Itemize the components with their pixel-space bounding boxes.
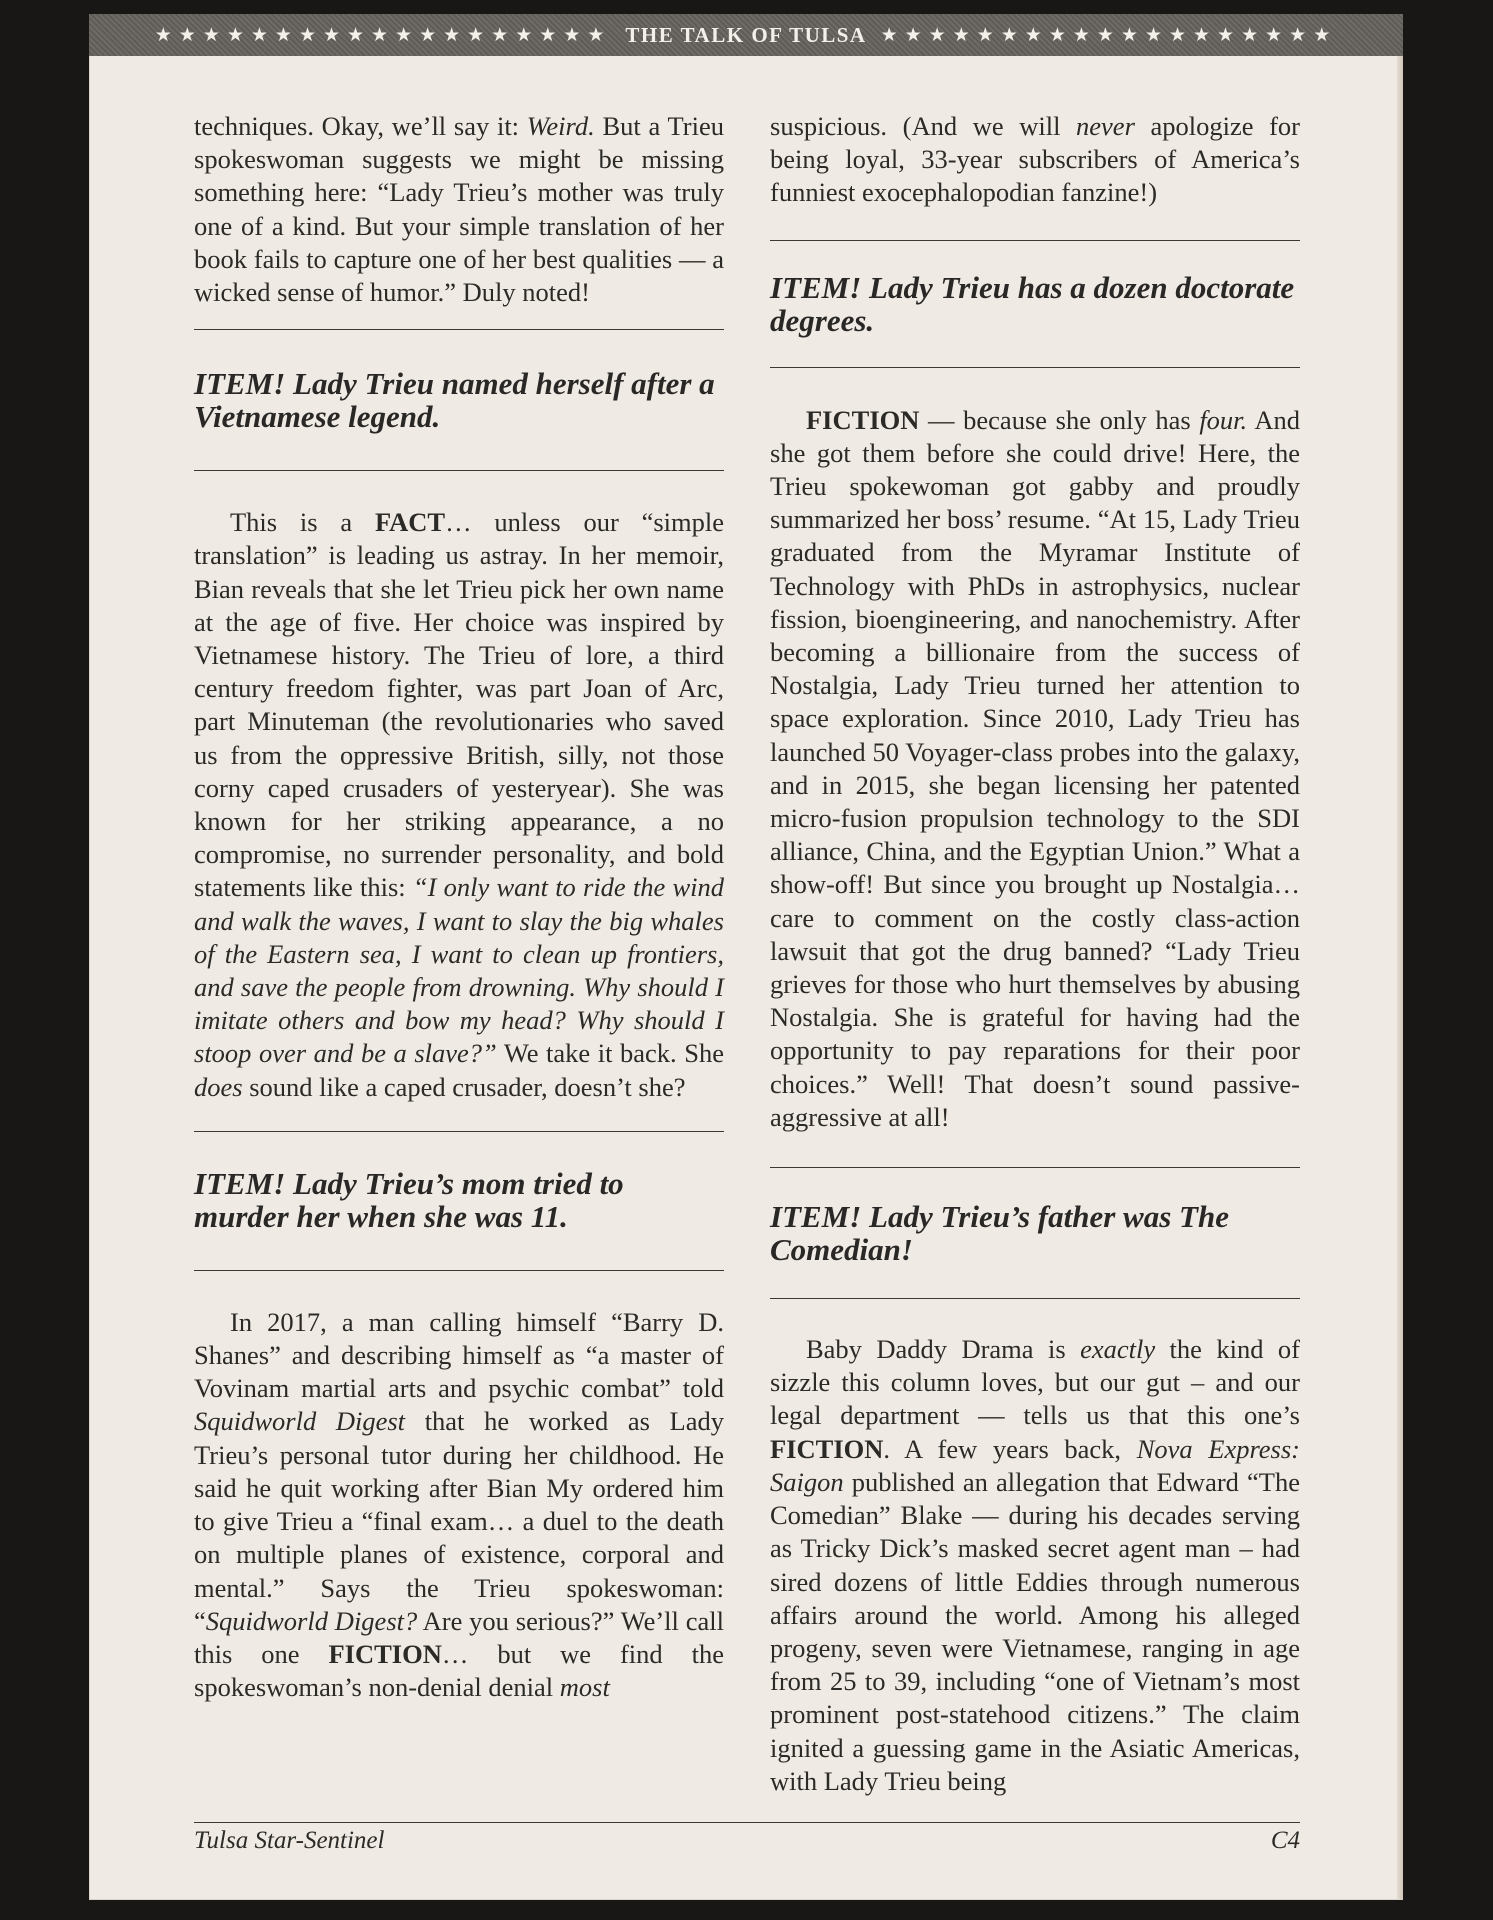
divider [770, 1298, 1300, 1299]
left-column [194, 110, 724, 1704]
masthead-stars-left: ★★★★★★★★★★★★★★★★★★★ [154, 24, 612, 46]
right-paragraph-3: Baby Daddy Drama is exactly the kind of sizzle this column loves, but our gut – and our legal department — tells us that this one’s FICTION. A few years back, Nova Express: Saigon published an allegation that Edward “The Comedian” Blake — during his decades serving as Tricky Dick’s masked secret agent man – had sired dozens of little Eddies through numerous affairs around the world. Among his alleged progeny, seven were Vietnamese, ranging in age from 25 to 39, including “one of Vietnam’s most prominent post-statehood citizens.” The claim ignited a guessing game in the Asiatic Americas, with Lady Trieu being [770, 1334, 1300, 1796]
masthead-stars-right: ★★★★★★★★★★★★★★★★★★★ [880, 24, 1338, 46]
page-number: C4 [1270, 1827, 1300, 1854]
divider [770, 367, 1300, 368]
right-column [770, 110, 1300, 1798]
masthead-title: THE TALK OF TULSA [625, 22, 867, 47]
publication-name: Tulsa Star-Sentinel [194, 1827, 385, 1854]
masthead [89, 14, 1403, 56]
right-paragraph-1: suspicious. (And we will never apologize for being loyal, 33-year subscribers of America’s funniest exocephalopodian fanzine!) [770, 111, 1300, 208]
divider [194, 470, 724, 471]
right-paragraph-2: FICTION — because she only has four. And she got them before she could drive! Here, the Trieu spokewoman got gabby and proudly summarized her boss’ resume. “At 15, Lady Trieu graduated from the Myramar Institute of Technology with PhDs in astrophysics, nuclear fission, bioengineering, and nanochemistry. After becoming a billionaire from the success of Nostalgia, Lady Trieu turned her attention to space exploration. Since 2010, Lady Trieu has launched 50 Voyager-class probes into the galaxy, and in 2015, she began licensing her patented micro-fusion propulsion technology to the SDI alliance, China, and the Egyptian Union.” What a show-off! But since you brought up Nostalgia… care to comment on the costly class-action lawsuit that got the drug banned? “Lady Trieu grieves for those who hurt themselves by abusing Nostalgia. She is grateful for having had the opportunity to pay reparations for their poor choices.” Well! That doesn’t sound passive-aggressive at all! [770, 404, 1300, 1132]
page-footer [194, 1822, 1300, 1855]
headline-legend: ITEM! Lady Trieu named herself after a Vietnamese legend. [194, 366, 715, 435]
page-edge [1397, 14, 1403, 1900]
divider [194, 1270, 724, 1271]
left-paragraph-3: In 2017, a man calling himself “Barry D. Shanes” and describing himself as “a master of Vovinam martial arts and psychic combat” told Squidworld Digest that he worked as Lady Trieu’s personal tutor during her childhood. He said he quit working after Bian My ordered him to give Trieu a “final exam… a duel to the death on multiple planes of existence, corporal and mental.” Says the Trieu spokeswoman: “Squidworld Digest? Are you serious?” We’ll call this one FICTION… but we find the spokeswoman’s non-denial denial most [194, 1306, 724, 1703]
newspaper-page [89, 14, 1403, 1900]
headline-mom: ITEM! Lady Trieu’s mom tried to murder her when she was 11. [194, 1165, 624, 1234]
left-paragraph-2: This is a FACT… unless our “simple translation” is leading us astray. In her memoir, Bian reveals that she let Trieu pick her own name at the age of five. Her choice was inspired by Vietnamese history. The Trieu of lore, a third century freedom fighter, was part Joan of Arc, part Minuteman (the revolutionaries who saved us from the oppressive British, silly, not those corny caped crusaders of yesteryear). She was known for her striking appearance, a no compromise, no surrender personality, and bold statements like this: “I only want to ride the wind and walk the waves, I want to slay the big whales of the Eastern sea, I want to clean up frontiers, and save the people from drowning. Why should I imitate others and bow my head? Why should I stoop over and be a slave?” We take it back. She does sound like a caped crusader, doesn’t she? [194, 507, 725, 1102]
left-paragraph-1: techniques. Okay, we’ll say it: Weird. But a Trieu spokeswoman suggests we might be missing something here: “Lady Trieu’s mother was truly one of a kind. But your simple translation of her book fails to capture one of her best qualities — a wicked sense of humor.” Duly noted! [194, 111, 724, 308]
divider [194, 329, 724, 330]
headline-degrees: ITEM! Lady Trieu has a dozen doctorate degrees. [770, 269, 1295, 338]
divider [194, 1131, 724, 1132]
headline-father: ITEM! Lady Trieu’s father was The Comedian! [770, 1199, 1229, 1268]
divider [770, 1167, 1300, 1168]
divider [770, 240, 1300, 241]
